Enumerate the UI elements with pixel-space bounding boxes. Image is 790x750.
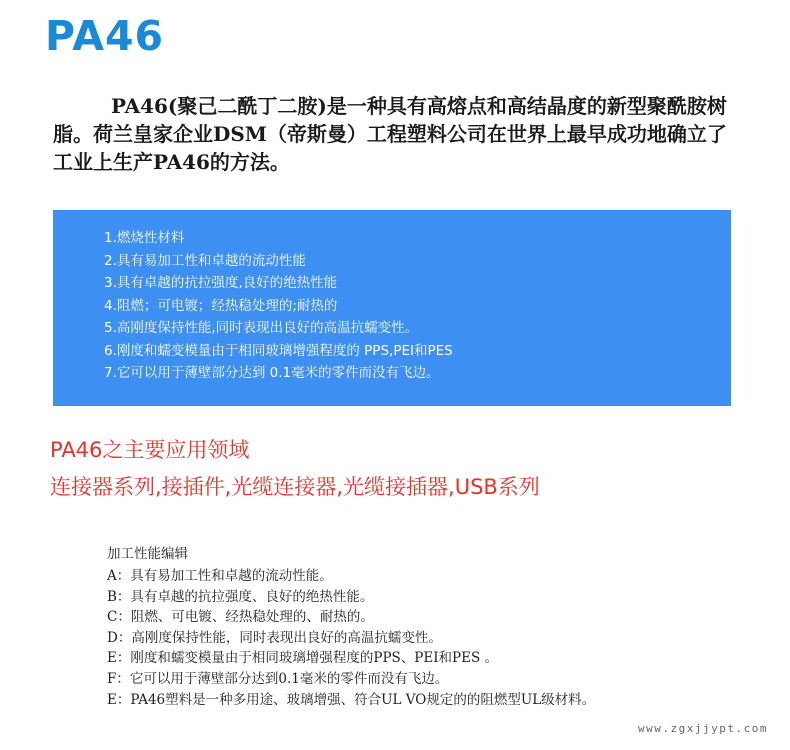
performance-item: B：具有卓越的抗拉强度、良好的绝热性能。 xyxy=(107,588,374,605)
performance-item: E：PA46塑料是一种多用途、玻璃增强、符合UL VO规定的的阻燃型UL级材料。 xyxy=(107,691,596,708)
feature-item: 7.它可以用于薄壁部分达到 0.1毫米的零件而没有飞边。 xyxy=(104,365,440,381)
features-panel xyxy=(53,210,731,406)
applications-title: PA46之主要应用领域 xyxy=(50,438,250,462)
performance-item: A：具有易加工性和卓越的流动性能。 xyxy=(107,568,333,584)
performance-list xyxy=(107,566,595,710)
feature-item: 3.具有卓越的抗拉强度,良好的绝热性能 xyxy=(104,275,338,291)
performance-item: E：刚度和蠕变模量由于相同玻璃增强程度的PPS、PEI和PES 。 xyxy=(107,650,499,667)
performance-item: D：高刚度保持性能，同时表现出良好的高温抗蠕变性。 xyxy=(107,629,442,646)
performance-item: F：它可以用于薄壁部分达到0.1毫米的零件而没有飞边。 xyxy=(107,670,449,687)
watermark: www.zgxjjypt.com xyxy=(638,722,768,735)
feature-item: 6.刚度和蠕变模量由于相同玻璃增强程度的 PPS,PEI和PES xyxy=(104,342,453,359)
applications-list: 连接器系列,接插件,光缆连接器,光缆接插器,USB系列 xyxy=(50,475,540,499)
feature-item: 2.具有易加工性和卓越的流动性能 xyxy=(104,252,306,269)
features-list xyxy=(104,227,453,385)
feature-item: 5.高刚度保持性能,同时表现出良好的高温抗蠕变性。 xyxy=(104,320,419,336)
feature-item: 4.阻燃；可电镀；经热稳处理的;耐热的 xyxy=(104,297,338,314)
intro-paragraph: PA46(聚己二酰丁二胺)是一种具有高熔点和高结晶度的新型聚酰胺树脂。荷兰皇家企业DSM（帝斯曼）工程塑料公司在世界上最早成功地确立了工业上生产PA46的方法。 xyxy=(53,94,727,174)
performance-item: C：阻燃、可电镀、经热稳处理的、耐热的。 xyxy=(107,609,374,626)
page-title: PA46 xyxy=(45,12,165,60)
feature-item: 1.燃烧性材料 xyxy=(104,230,185,246)
performance-heading: 加工性能编辑 xyxy=(107,546,188,562)
